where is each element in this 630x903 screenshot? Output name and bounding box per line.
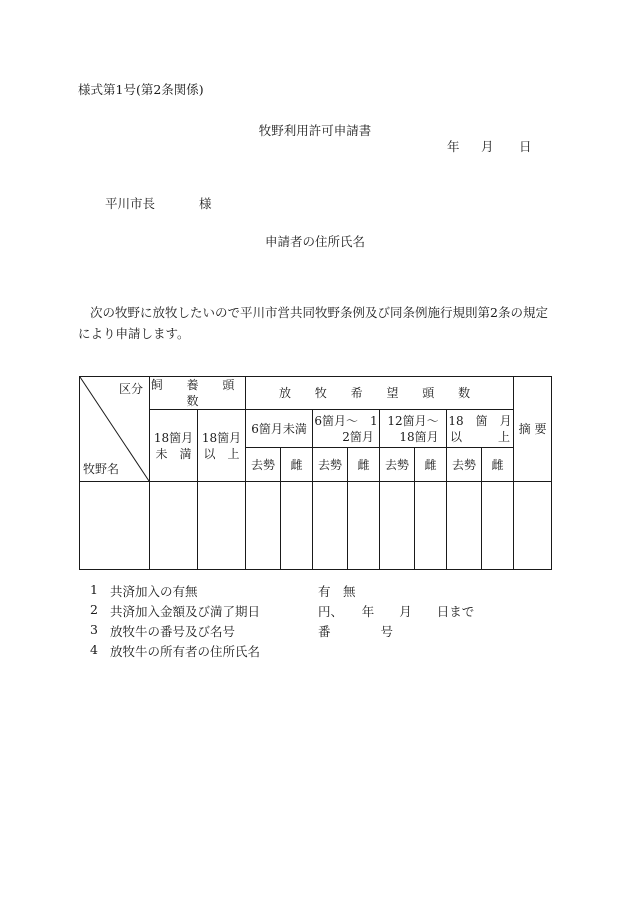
date-month-label: 月 (481, 139, 494, 154)
table-row (80, 482, 552, 570)
cell-p4-male[interactable] (447, 482, 482, 570)
period-1-female: 雌 (281, 448, 313, 482)
note-label: 共済加入の有無 (110, 584, 198, 599)
grazing-header: 放 牧 希 望 頭 数 (246, 377, 514, 410)
date-day-label: 日 (519, 139, 532, 154)
cell-p3-male[interactable] (380, 482, 415, 570)
cell-p2-male[interactable] (313, 482, 348, 570)
period-2-female: 雌 (348, 448, 380, 482)
note-value: 円、 年 月 日まで (318, 604, 475, 619)
cell-p3-female[interactable] (415, 482, 447, 570)
feeding-under18: 18箇月 未 満 (150, 410, 198, 482)
date-year-label: 年 (447, 139, 460, 154)
application-table (79, 376, 552, 570)
addressee-name: 平川市長 (105, 196, 156, 211)
note-number: 2 (90, 602, 98, 617)
corner-bottom-label: 牧野名 (83, 462, 120, 476)
corner-top-label: 区分 (118, 382, 143, 396)
period-3-male: 去勢 (380, 448, 415, 482)
applicant-label: 申請者の住所氏名 (264, 234, 365, 249)
period-3: 12箇月～ 18箇月 (380, 410, 447, 448)
period-2: 6箇月～ 1 2箇月 (313, 410, 380, 448)
addressee-suffix: 様 (199, 196, 212, 211)
feeding-over18: 18箇月 以 上 (198, 410, 246, 482)
note-number: 4 (90, 642, 98, 657)
note-number: 1 (90, 582, 98, 597)
period-4: 18 箇 月 以 上 (447, 410, 514, 448)
cell-remarks[interactable] (514, 482, 552, 570)
body-text: 次の牧野に放牧したいので平川市営共同牧野条例及び同条例施行規則第2条の規定により申請します。 (78, 305, 548, 341)
note-number: 3 (90, 622, 98, 637)
cell-over18[interactable] (198, 482, 246, 570)
corner-cell (80, 377, 150, 482)
addressee (105, 194, 212, 212)
feeding-header: 飼 養 頭 数 (150, 378, 245, 408)
form-number: 様式第1号(第2条関係) (78, 82, 204, 97)
cell-under18[interactable] (150, 482, 198, 570)
note-label: 放牧牛の番号及び名号 (110, 624, 236, 639)
cell-p4-female[interactable] (482, 482, 514, 570)
period-2-male: 去勢 (313, 448, 348, 482)
remarks-header: 摘 要 (514, 377, 552, 482)
cell-p1-male[interactable] (246, 482, 281, 570)
note-value: 番 号 (318, 624, 394, 639)
note-label: 共済加入金額及び満了期日 (110, 604, 261, 619)
period-4-male: 去勢 (447, 448, 482, 482)
cell-ranch-name[interactable] (80, 482, 150, 570)
note-value: 有 無 (318, 584, 356, 599)
period-3-female: 雌 (415, 448, 447, 482)
cell-p1-female[interactable] (281, 482, 313, 570)
period-1-male: 去勢 (246, 448, 281, 482)
period-4-female: 雌 (482, 448, 514, 482)
note-label: 放牧牛の所有者の住所氏名 (110, 644, 261, 659)
document-title: 牧野利用許可申請書 (258, 123, 372, 138)
period-1: 6箇月未満 (246, 410, 313, 448)
date-line (447, 137, 532, 155)
cell-p2-female[interactable] (348, 482, 380, 570)
